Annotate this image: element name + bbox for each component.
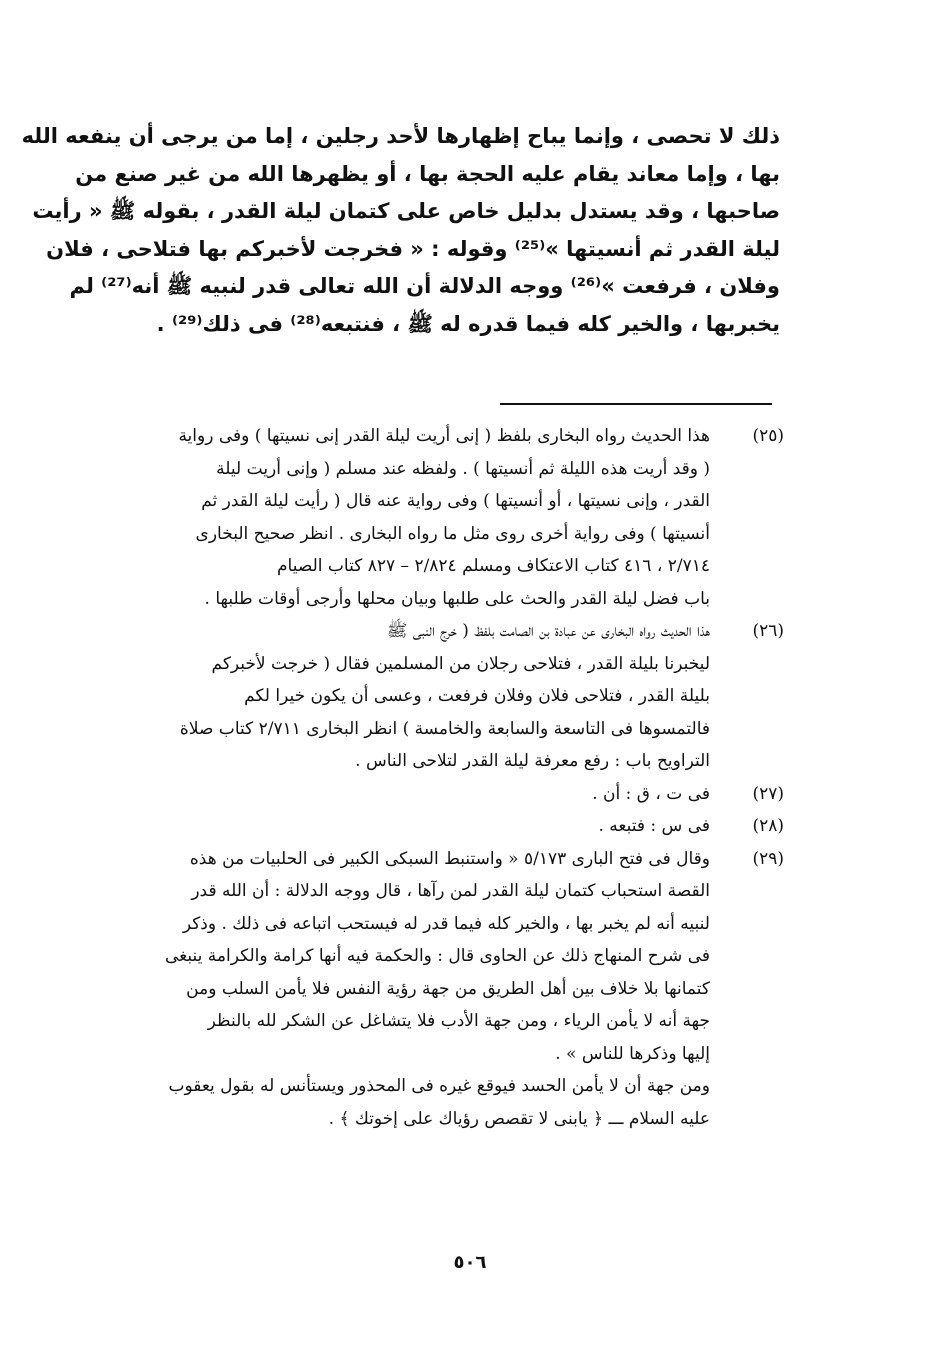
main-text-line: ليلة القدر ثم أنسيتها »⁽²⁵⁾ وقوله : « فخرجت لأخبركم بها فتلاحى ، فلان — [46, 236, 780, 261]
footnote-number: (٢٨) — [752, 816, 784, 836]
footnote-number: (٢٩) — [752, 848, 784, 869]
main-text-line: صاحبها ، وقد يستدل بدليل خاص على كتمان ليلة القدر ، بقوله ﷺ « رأيت — [32, 199, 780, 224]
footnote-line: أنسيتها ) وفى رواية أخرى روى مثل ما رواه البخارى . انظر صحيح البخارى — [195, 523, 710, 544]
footnote-line: فى شرح المنهاج ذلك عن الحاوى قال : والحكمة فيه أنها كرامة والكرامة ينبغى — [165, 946, 710, 966]
footnote-line: إليها وذكرها للناس » . — [555, 1043, 710, 1064]
footnote-line: فى س : فتبعه . — [598, 816, 710, 836]
footnote-line: لنبيه أنه لم يخبر بها ، والخير كله فيما قدر له فيستحب اتباعه فى ذلك . وذكر — [182, 913, 710, 934]
main-text — [21, 118, 780, 344]
footnote-29 — [100, 843, 790, 1071]
footnote-line: جهة أنه لا يأمن الرياء ، ومن جهة الأدب فلا يتشاغل عن الشكر لله بالنظر — [207, 1011, 710, 1031]
footnote-26 — [100, 615, 790, 778]
footnote-line: ( وقد أريت هذه الليلة ثم أنسيتها ) . ولفظه عند مسلم ( وإنى أريت ليلة — [216, 458, 710, 479]
footnote-27 — [100, 778, 790, 811]
footnotes — [100, 420, 790, 1135]
page-number: ٥٠٦ — [453, 1252, 487, 1273]
footnote-line: هذا الحديث رواه البخارى عن عبادة بن الصامت بلفظ ( خرج النبى ﷺ — [386, 621, 710, 641]
main-text-line: وفلان ، فرفعت »⁽²⁶⁾ ووجه الدلالة أن الله تعالى قدر لنبيه ﷺ أنه⁽²⁷⁾ لم — [69, 274, 780, 299]
footnote-continuation — [100, 1070, 790, 1135]
footnote-line: وقال فى فتح البارى ٥/١٧٣ « واستنبط السبكى الكبير فى الحلبيات من هذه — [189, 848, 710, 869]
footnote-25 — [100, 420, 790, 615]
footnote-line: عليه السلام ـــ ﴿ يابنى لا تقصص رؤياك على إخوتك ﴾ . — [328, 1108, 710, 1129]
footnote-line: ومن جهة أن لا يأمن الحسد فيوقع غيره فى المحذور ويستأنس له بقول يعقوب — [168, 1076, 710, 1096]
main-text-line: بها ، وإما معاند يقام عليه الحجة بها ، أو يظهرها الله من غير صنع من — [75, 161, 780, 186]
footnote-line: كتمانها بلا خلاف بين أهل الطريق من جهة رؤية النفس فلا يأمن السلب ومن — [186, 978, 710, 999]
footnote-line: القصة استحباب كتمان ليلة القدر لمن رآها ، قال ووجه الدلالة : أن الله قدر — [191, 881, 710, 901]
footnote-line: هذا الحديث رواه البخارى بلفظ ( إنى أريت ليلة القدر إنى نسيتها ) وفى رواية — [178, 426, 710, 446]
footnote-line: القدر ، وإنى نسيتها ، أو أنسيتها ) وفى رواية عنه قال ( رأيت ليلة القدر ثم — [201, 491, 710, 511]
footnote-line: فالتمسوها فى التاسعة والسابعة والخامسة ) انظر البخارى ٢/٧١١ كتاب صلاة — [179, 718, 710, 739]
footnote-line: باب فضل ليلة القدر والحث على طلبها وبيان محلها وأرجى أوقات طلبها . — [204, 588, 710, 609]
footnote-number: (٢٧) — [752, 783, 784, 804]
footnote-line: التراويح باب : رفع معرفة ليلة القدر لتلاحى الناس . — [355, 751, 710, 771]
footnote-number: (٢٥) — [752, 426, 784, 446]
footnote-line: ليخبرنا بليلة القدر ، فتلاحى رجلان من المسلمين فقال ( خرجت لأخبركم — [211, 653, 710, 674]
footnote-28 — [100, 810, 790, 843]
footnote-separator — [500, 403, 772, 405]
main-text-line: ذلك لا تحصى ، وإنما يباح إظهارها لأحد رجلين ، إما من يرجى أن ينفعه الله — [21, 124, 780, 148]
footnote-line: ٢/٧١٤ ، ٤١٦ كتاب الاعتكاف ومسلم ٢/٨٢٤ – ٨٢٧ كتاب الصيام — [277, 556, 710, 576]
main-text-line: يخبربها ، والخير كله فيما قدره له ﷺ ، فنتبعه⁽²⁸⁾ فى ذلك⁽²⁹⁾ . — [156, 311, 780, 336]
footnote-line: فى ت ، ق : أن . — [592, 783, 710, 804]
footnote-line: بليلة القدر ، فتلاحى فلان وفلان فرفعت ، وعسى أن يكون خيرا لكم — [244, 686, 710, 706]
footnote-number: (٢٦) — [752, 621, 784, 641]
